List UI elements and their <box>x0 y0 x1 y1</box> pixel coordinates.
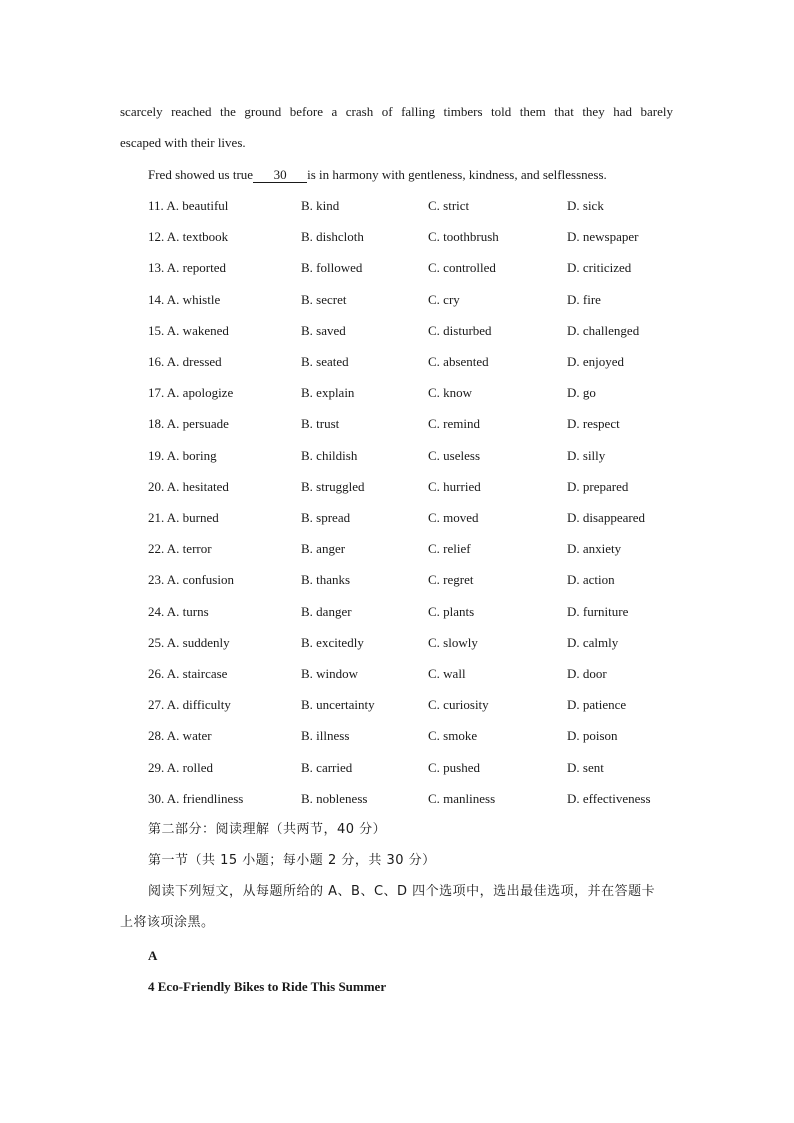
option-b: B. dishcloth <box>301 229 364 245</box>
option-c: C. toothbrush <box>428 229 499 245</box>
question-number: 21. <box>148 510 165 525</box>
option-a <box>148 697 231 713</box>
option-b: B. excitedly <box>301 634 364 650</box>
option-a <box>148 604 209 620</box>
option-c: C. curiosity <box>428 697 489 713</box>
passage-title: 4 Eco-Friendly Bikes to Ride This Summer <box>148 979 387 994</box>
option-a <box>148 510 219 526</box>
question-row <box>0 510 794 526</box>
option-text: A. suddenly <box>166 634 230 650</box>
passage-line-2: escaped with their lives. <box>120 135 246 150</box>
option-text: A. textbook <box>166 229 229 245</box>
option-c: C. strict <box>428 198 470 213</box>
question-row <box>0 323 794 339</box>
option-b: B. danger <box>301 603 352 619</box>
option-b: B. illness <box>301 728 350 744</box>
question-row <box>0 448 794 464</box>
passage-line-1: scarcely reached the ground before a crash of falling timbers told them that they had barely <box>120 104 673 119</box>
option-a <box>148 635 230 651</box>
option-d: D. calmly <box>567 634 619 650</box>
option-text: A. beautiful <box>166 198 229 213</box>
option-c: C. controlled <box>428 260 496 276</box>
option-a <box>148 385 233 401</box>
passage-line-3-after: is in harmony with gentleness, kindness, and selflessness. <box>307 167 607 182</box>
option-d: D. door <box>567 666 607 681</box>
option-d: D. patience <box>567 697 627 713</box>
question-number: 23. <box>148 572 165 588</box>
question-number: 20. <box>148 478 165 494</box>
option-d: D. challenged <box>567 322 640 338</box>
passage-line-3-before: Fred showed us true <box>148 167 254 182</box>
option-d: D. action <box>567 572 615 588</box>
option-d: D. enjoyed <box>567 354 625 369</box>
question-number: 15. <box>148 322 165 338</box>
option-text: A. whistle <box>166 291 221 307</box>
option-c: C. manliness <box>428 790 496 806</box>
option-a <box>148 791 243 807</box>
option-d: D. go <box>567 385 596 401</box>
option-c: C. regret <box>428 572 474 588</box>
passage-line-3 <box>148 167 607 183</box>
question-row <box>0 635 794 651</box>
option-b: B. kind <box>301 198 340 213</box>
question-number: 25. <box>148 634 165 650</box>
option-d: D. newspaper <box>567 229 639 245</box>
question-row <box>0 760 794 776</box>
option-a <box>148 728 212 744</box>
question-number: 17. <box>148 385 165 401</box>
option-b: B. explain <box>301 385 355 401</box>
option-c: C. wall <box>428 666 466 681</box>
question-row <box>0 229 794 245</box>
option-a <box>148 198 228 214</box>
option-text: A. rolled <box>166 759 214 775</box>
option-d: D. respect <box>567 416 620 432</box>
question-number: 13. <box>148 260 165 276</box>
option-b: B. trust <box>301 416 340 432</box>
option-text: A. staircase <box>166 666 228 681</box>
option-c: C. useless <box>428 447 480 463</box>
option-b: B. nobleness <box>301 790 368 806</box>
option-a <box>148 448 217 464</box>
option-b: B. saved <box>301 322 346 338</box>
option-text: A. wakened <box>166 322 229 338</box>
option-c: C. disturbed <box>428 322 492 338</box>
option-d: D. furniture <box>567 603 629 619</box>
option-b: B. thanks <box>301 572 351 588</box>
question-number: 26. <box>148 666 165 681</box>
option-c: C. absented <box>428 354 489 369</box>
option-a <box>148 260 226 276</box>
option-b: B. spread <box>301 510 351 525</box>
option-b: B. struggled <box>301 478 365 494</box>
instruction-line-2: 上将该项涂黑。 <box>120 915 215 930</box>
option-d: D. fire <box>567 291 601 307</box>
section-subheading: 第一节（共 15 小题；每小题 2 分，共 30 分） <box>148 853 436 868</box>
option-d: D. sick <box>567 198 604 213</box>
option-text: A. burned <box>166 510 219 525</box>
question-row <box>0 292 794 308</box>
option-c: C. know <box>428 385 473 401</box>
question-number: 27. <box>148 697 165 713</box>
option-b: B. secret <box>301 291 347 307</box>
question-row <box>0 385 794 401</box>
question-number: 29. <box>148 759 165 775</box>
option-c: C. relief <box>428 541 471 557</box>
question-row <box>0 260 794 276</box>
question-row <box>0 604 794 620</box>
option-a <box>148 479 229 495</box>
question-row <box>0 541 794 557</box>
option-a <box>148 354 222 370</box>
question-number: 30. <box>148 790 165 806</box>
option-a <box>148 416 229 432</box>
option-a <box>148 541 212 557</box>
question-number: 28. <box>148 728 165 744</box>
question-number: 11. <box>148 198 164 213</box>
option-d: D. effectiveness <box>567 790 651 806</box>
option-text: A. turns <box>166 603 209 619</box>
option-d: D. disappeared <box>567 510 645 525</box>
question-row <box>0 416 794 432</box>
option-d: D. anxiety <box>567 541 622 557</box>
question-number: 19. <box>148 447 165 463</box>
option-d: D. silly <box>567 447 606 463</box>
option-c: C. plants <box>428 603 475 619</box>
question-number: 16. <box>148 354 165 369</box>
question-row <box>0 791 794 807</box>
option-text: A. confusion <box>166 572 234 588</box>
answer-blank-30: 30 <box>253 168 307 183</box>
option-a <box>148 760 213 776</box>
question-row <box>0 572 794 588</box>
option-d: D. prepared <box>567 478 629 494</box>
option-text: A. terror <box>166 541 212 557</box>
option-a <box>148 572 234 588</box>
section-heading: 第二部分：阅读理解（共两节，40 分） <box>148 822 387 837</box>
question-row <box>0 728 794 744</box>
question-row <box>0 697 794 713</box>
option-b: B. window <box>301 666 359 681</box>
option-a <box>148 229 228 245</box>
option-c: C. hurried <box>428 478 481 494</box>
option-b: B. followed <box>301 260 363 276</box>
question-number: 14. <box>148 291 165 307</box>
option-b: B. childish <box>301 447 358 463</box>
option-d: D. poison <box>567 728 618 744</box>
option-c: C. moved <box>428 510 479 525</box>
option-text: A. hesitated <box>166 478 229 494</box>
question-row <box>0 666 794 682</box>
option-text: A. persuade <box>166 416 229 432</box>
option-text: A. boring <box>166 447 217 463</box>
option-c: C. remind <box>428 416 480 432</box>
question-row <box>0 479 794 495</box>
option-b: B. anger <box>301 541 346 557</box>
question-row <box>0 354 794 370</box>
option-b: B. seated <box>301 354 349 369</box>
option-text: A. friendliness <box>166 790 244 806</box>
option-c: C. smoke <box>428 728 478 744</box>
option-a <box>148 666 227 682</box>
option-text: A. water <box>166 728 212 744</box>
option-d: D. criticized <box>567 260 632 276</box>
option-c: C. pushed <box>428 759 480 775</box>
option-d: D. sent <box>567 759 604 775</box>
instruction-line-1: 阅读下列短文，从每题所给的 A、B、C、D 四个选项中，选出最佳选项，并在答题卡 <box>148 884 656 899</box>
option-text: A. difficulty <box>166 697 231 713</box>
question-number: 18. <box>148 416 165 432</box>
passage-letter: A <box>148 948 158 963</box>
question-number: 12. <box>148 229 165 245</box>
question-number: 22. <box>148 541 165 557</box>
option-a <box>148 292 220 308</box>
option-text: A. reported <box>166 260 226 276</box>
option-c: C. slowly <box>428 634 478 650</box>
option-b: B. uncertainty <box>301 697 375 713</box>
option-c: C. cry <box>428 291 460 307</box>
option-b: B. carried <box>301 759 353 775</box>
option-a <box>148 323 229 339</box>
question-row <box>0 198 794 214</box>
question-number: 24. <box>148 603 165 619</box>
option-text: A. apologize <box>166 385 234 401</box>
option-text: A. dressed <box>166 354 222 369</box>
